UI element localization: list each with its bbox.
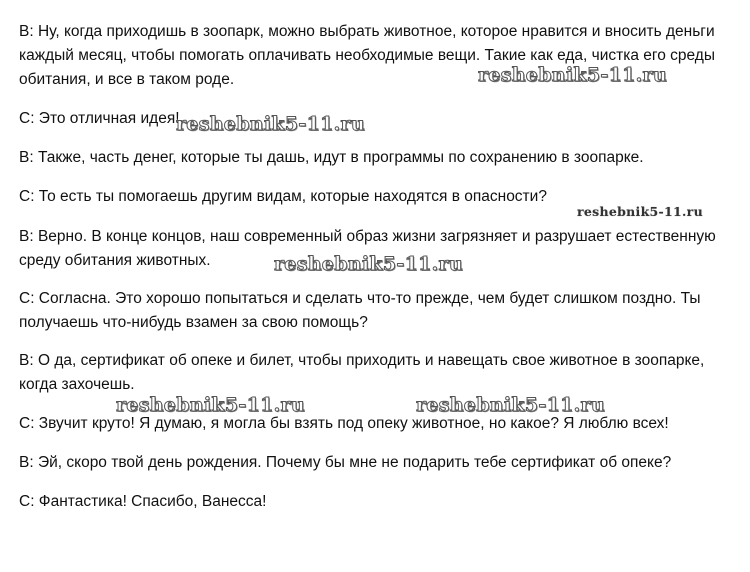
dialogue-line: С: Это отличная идея!: [19, 110, 180, 127]
watermark: reshebnik5-11.ru: [116, 394, 305, 416]
dialogue-line: В: Верно. В конце концов, наш современный образ жизни загрязняет и разрушает естественную: [19, 228, 716, 245]
dialogue-line: В: Также, часть денег, которые ты дашь, идут в программы по сохранению в зоопарке.: [19, 149, 644, 166]
dialogue-line: каждый месяц, чтобы помогать оплачивать необходимые вещи. Такие как еда, чистка его среды: [19, 47, 715, 64]
dialogue-line: С: То есть ты помогаешь другим видам, которые находятся в опасности?: [19, 188, 547, 205]
dialogue-line: В: Ну, когда приходишь в зоопарк, можно выбрать животное, которое нравится и вносить деньги: [19, 23, 715, 40]
dialogue-line: С: Звучит круто! Я думаю, я могла бы взять под опеку животное, но какое? Я люблю всех!: [19, 415, 669, 432]
dialogue-line: среду обитания животных.: [19, 252, 211, 269]
dialogue-line: В: Эй, скоро твой день рождения. Почему бы мне не подарить тебе сертификат об опеке?: [19, 454, 672, 471]
watermark: reshebnik5-11.ru: [176, 113, 365, 135]
dialogue-line: получаешь что-нибудь взамен за свою помощь?: [19, 314, 368, 331]
watermark: reshebnik5-11.ru: [274, 253, 463, 275]
dialogue-line: С: Фантастика! Спасибо, Ванесса!: [19, 493, 267, 510]
dialogue-line: В: О да, сертификат об опеке и билет, чтобы приходить и навещать свое животное в зоопарке,: [19, 352, 705, 369]
watermark: reshebnik5-11.ru: [577, 204, 703, 219]
dialogue-line: когда захочешь.: [19, 376, 135, 393]
watermark: reshebnik5-11.ru: [478, 64, 667, 86]
watermark: reshebnik5-11.ru: [416, 394, 605, 416]
dialogue-line: обитания, и все в таком роде.: [19, 71, 235, 88]
dialogue-line: С: Согласна. Это хорошо попытаться и сделать что-то прежде, чем будет слишком поздно. Ты: [19, 290, 701, 307]
